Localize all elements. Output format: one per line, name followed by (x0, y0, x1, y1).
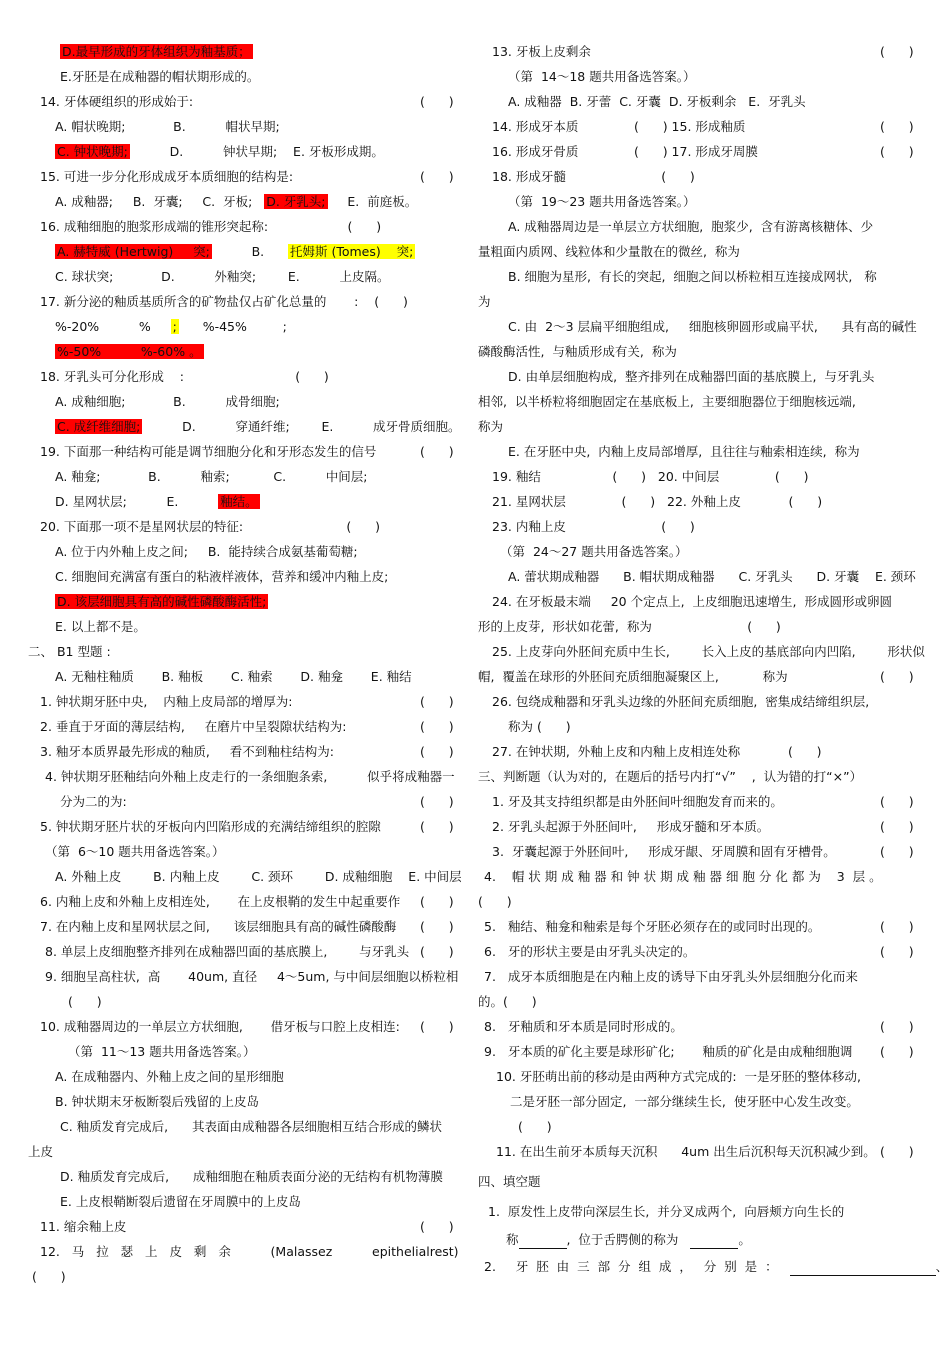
text-line (508, 193, 695, 211)
highlighted-answer: %-50% %-60% (57, 344, 186, 359)
text-segment: A. 外釉上皮 B. 内釉上皮 C. 颈环 D. 成釉细胞 E. 中间层 (55, 869, 462, 884)
text-line (496, 1143, 876, 1161)
text-segment: 4. 帽 状 期 成 釉 器 和 钟 状 期 成 釉 器 细 胞 分 化 都 为 3 层 。 (484, 869, 882, 884)
text-line (55, 1068, 284, 1086)
text-segment: 2. 牙 胚 由 三 部 分 组 成 ， 分 别 是 ： (484, 1259, 790, 1274)
answer-paren[interactable]: ( ) (880, 1144, 914, 1159)
text-line (478, 618, 781, 636)
text-segment: 二是牙胚一部分固定, 一部分继续生长, 使牙胚中心发生改变。 (510, 1094, 859, 1109)
text-line (484, 868, 882, 886)
answer-paren[interactable]: ( ) (420, 169, 454, 184)
text-line (45, 843, 225, 861)
text-segment: 相邻, 以半桥粒将细胞固定在基底板上, 主要细胞器位于细胞核远端, (478, 394, 856, 409)
answer-paren[interactable]: ( ) (420, 794, 454, 809)
text-segment: 四、填空题 (478, 1174, 541, 1189)
text-segment: E. 上皮根鞘断裂后遗留在牙周膜中的上皮岛 (60, 1194, 301, 1209)
answer-paren[interactable]: ( ) (420, 819, 454, 834)
text-line (492, 468, 808, 486)
text-segment: 21. 星网状层 ( ) 22. 外釉上皮 ( ) (492, 494, 823, 509)
text-segment: 16. 形成牙骨质 ( ) 17. 形成牙周膜 (492, 144, 758, 159)
text-segment: B. 细胞为星形, 有长的突起, 细胞之间以桥粒相互连接成网状, 称 (508, 269, 877, 284)
text-segment: 磷酸酶活性, 与釉质形成有关, 称为 (478, 344, 677, 359)
text-segment: 3. 釉牙本质界最先形成的釉质, 看不到釉柱结构为: (40, 744, 334, 759)
answer-blank[interactable] (790, 1261, 936, 1276)
highlighted-answer: A. 赫特威 (Hertwig) 突; (57, 244, 210, 259)
answer-paren[interactable]: ( ) (880, 844, 914, 859)
text-segment: 三、判断题（认为对的, 在题后的括号内打“√” , 认为错的打“×”） (478, 769, 863, 784)
text-segment: （第 11～13 题共用备选答案。） (68, 1044, 256, 1059)
answer-paren[interactable]: ( ) (880, 819, 914, 834)
text-segment: D. 穿通纤维; E. 成牙骨质细胞。 (142, 419, 461, 434)
text-segment: ( ) (478, 894, 512, 909)
text-line (55, 418, 461, 436)
text-segment: C. 釉质发育完成后, 其表面由成釉器各层细胞相互结合形成的鳞状 (60, 1119, 442, 1134)
answer-paren[interactable]: ( ) (880, 669, 914, 684)
highlighted-answer: D. 牙乳头; (266, 194, 326, 209)
text-segment: D. 由单层细胞构成, 整齐排列在成釉器凹面的基底膜上, 与牙乳头 (508, 369, 875, 384)
highlighted-answer: D.最早形成的牙体组织为釉基质； (62, 44, 251, 59)
text-line (478, 1173, 541, 1191)
text-segment: （第 24～27 题共用备选答案。） (500, 544, 688, 559)
text-line (478, 293, 491, 311)
text-segment: C. 由 2～3 层扁平细胞组成, 细胞核卵圆形或扁平状, 具有高的碱性 (508, 319, 917, 334)
text-segment: 2. 牙乳头起源于外胚间叶, 形成牙髓和牙本质。 (492, 819, 770, 834)
text-segment: 6. 内釉上皮和外釉上皮相连处, 在上皮根鞘的发生中起重要作 (40, 894, 401, 909)
text-line (60, 1118, 442, 1136)
text-line (40, 693, 292, 711)
text-line (478, 768, 862, 786)
text-segment: 19. 下面那一种结构可能是调节细胞分化和牙形态发生的信号 (40, 444, 377, 459)
answer-paren[interactable]: ( ) (420, 919, 454, 934)
text-segment: 14. 牙体硬组织的形成始于: (40, 94, 194, 109)
text-segment: D. 星网状层; E. (55, 494, 219, 509)
text-segment: 称为 ( ) (508, 719, 571, 734)
text-segment: 、 (935, 1259, 949, 1274)
text-segment: 11. 缩余釉上皮 (40, 1219, 127, 1234)
text-segment: 1. 牙及其支持组织都是由外胚间叶细胞发育而来的。 (492, 794, 783, 809)
text-segment: A. 成釉器 B. 牙蕾 C. 牙囊 D. 牙板剩余 E. 牙乳头 (508, 94, 806, 109)
text-line (40, 218, 381, 236)
text-line (484, 1043, 852, 1061)
text-line (508, 718, 571, 736)
text-line (55, 668, 412, 686)
text-line (55, 143, 384, 161)
text-line (508, 68, 695, 86)
text-line (484, 968, 858, 986)
text-segment: 10. 成釉器周边的一单层立方状细胞, 借牙板与口腔上皮相连: (40, 1019, 400, 1034)
text-line (55, 868, 462, 886)
text-line (55, 568, 388, 586)
text-line (478, 418, 503, 436)
text-segment: （第 19～23 题共用备选答案。） (508, 194, 696, 209)
text-line (60, 68, 259, 86)
text-line (40, 368, 329, 386)
text-segment: A. 成釉器; B. 牙囊; C. 牙板; (55, 194, 265, 209)
text-segment: 的。( ) (478, 994, 537, 1009)
text-segment: A. 无釉柱釉质 B. 釉板 C. 釉索 D. 釉龛 E. 釉结 (55, 669, 412, 684)
text-line (508, 368, 874, 386)
text-segment: B. 钟状期末牙板断裂后残留的上皮岛 (55, 1094, 260, 1109)
text-segment: 13. 牙板上皮剩余 (492, 44, 591, 59)
text-line (40, 918, 396, 936)
text-segment: 18. 牙乳头可分化形成 : ( ) (40, 369, 329, 384)
answer-paren[interactable]: ( ) (880, 944, 914, 959)
text-segment: ( ) (32, 1269, 66, 1284)
answer-paren[interactable]: ( ) (880, 44, 914, 59)
answer-paren[interactable]: ( ) (420, 694, 454, 709)
text-segment: E. 以上都不是。 (55, 619, 146, 634)
answer-paren[interactable]: ( ) (420, 719, 454, 734)
text-segment: 7. 在内釉上皮和星网状层之间, 该层细胞具有高的碱性磷酸酶 (40, 919, 397, 934)
text-segment: 8. 牙釉质和牙本质是同时形成的。 (484, 1019, 683, 1034)
answer-paren[interactable]: ( ) (420, 894, 454, 909)
answer-paren[interactable]: ( ) (880, 1044, 914, 1059)
text-segment: 上皮 (28, 1144, 54, 1159)
text-segment: ( ) (68, 994, 102, 1009)
text-segment: 9. 细胞呈高柱状, 高 40um, 直径 4～5um, 与中间层细胞以桥粒相 (45, 969, 459, 984)
text-line (60, 1193, 301, 1211)
text-line (40, 293, 408, 311)
text-segment: 量粗面内质网、线粒体和少量散在的微丝, 称为 (478, 244, 740, 259)
answer-paren[interactable]: ( ) (420, 1219, 454, 1234)
text-segment: A. 位于内外釉上皮之间; B. 能持续合成氨基葡萄糖; (55, 544, 358, 559)
text-segment: %-20% % (55, 319, 171, 334)
text-segment: （第 6～10 题共用备选答案。） (45, 844, 225, 859)
highlighted-answer: D. 该层细胞具有高的碱性磷酸酶活性; (57, 594, 267, 609)
text-segment: 6. 牙的形状主要是由牙乳头决定的。 (484, 944, 696, 959)
text-line (55, 618, 146, 636)
answer-paren[interactable]: ( ) (420, 944, 454, 959)
text-line (478, 668, 788, 686)
text-line (492, 643, 925, 661)
text-line (492, 518, 695, 536)
text-segment: B. (211, 244, 288, 259)
text-line (492, 843, 836, 861)
answer-paren[interactable]: ( ) (420, 1019, 454, 1034)
text-line (55, 343, 204, 361)
text-segment: 14. 形成牙本质 ( ) 15. 形成釉质 (492, 119, 746, 134)
highlighted-answer: C. 钟状晚期; (57, 144, 128, 159)
text-line (40, 168, 293, 186)
text-segment: 11. 在出生前牙本质每天沉积 4um 出生后沉积每天沉积减少到。 (496, 1144, 876, 1159)
answer-paren[interactable]: ( ) (420, 444, 454, 459)
text-line (45, 768, 455, 786)
text-line (28, 1143, 53, 1161)
text-line (68, 1043, 255, 1061)
text-line (510, 1093, 859, 1111)
text-line (492, 118, 745, 136)
text-segment: 1. 原发性上皮带向深层生长, 并分叉成两个, 向唇颊方向生长的 (488, 1204, 845, 1219)
text-line (506, 1231, 751, 1249)
text-segment: 形的上皮芽, 形状如花蕾, 称为 ( ) (478, 619, 781, 634)
text-segment: E.牙胚是在成釉器的帽状期形成的。 (60, 69, 260, 84)
answer-paren[interactable]: ( ) (880, 144, 914, 159)
text-segment: 分为二的为: (60, 794, 127, 809)
answer-blank[interactable] (519, 1234, 567, 1249)
text-segment: , 位于舌腭侧的称为 (566, 1232, 691, 1247)
text-segment: 20. 下面那一项不是星网状层的特征: ( ) (40, 519, 380, 534)
text-segment: 5. 釉结、釉龛和釉索是每个牙胚必须存在的或同时出现的。 (484, 919, 821, 934)
text-segment: C. 细胞间充满富有蛋白的粘液样液体，营养和缓冲内釉上皮; (55, 569, 389, 584)
text-line (492, 818, 769, 836)
text-segment: 2. 垂直于牙面的薄层结构, 在磨片中呈裂隙状结构为: (40, 719, 347, 734)
text-line (492, 143, 758, 161)
text-segment: 16. 成釉细胞的胞浆形成端的锥形突起称: ( ) (40, 219, 382, 234)
text-line (478, 993, 537, 1011)
text-line (55, 1093, 259, 1111)
answer-paren[interactable]: ( ) (880, 919, 914, 934)
text-segment: A. 帽状晚期; B. 帽状早期; (55, 119, 280, 134)
text-segment: 4. 钟状期牙胚釉结向外釉上皮走行的一条细胞条索, 似乎将成釉器一 (45, 769, 455, 784)
text-line (60, 793, 127, 811)
text-line (484, 918, 820, 936)
text-segment: 26. 包绕成釉器和牙乳头边缘的外胚间充质细胞, 密集成结缔组织层, (492, 694, 870, 709)
text-segment: （第 14～18 题共用备选答案。） (508, 69, 696, 84)
text-line (492, 493, 822, 511)
text-line (55, 468, 368, 486)
text-line (518, 1118, 552, 1136)
text-line (55, 593, 268, 611)
text-segment: 帽, 覆盖在球形的外胚间充质细胞凝聚区上, 称为 (478, 669, 788, 684)
text-segment: 12. 马 拉 瑟 上 皮 剩 余 (Malassez epithelialrest) (40, 1244, 459, 1259)
highlighted-answer: ; (172, 319, 177, 334)
text-line (492, 168, 695, 186)
text-segment: C. 球状突; D. 外釉突; E. 上皮隔。 (55, 269, 390, 284)
text-line (55, 268, 390, 286)
text-line (500, 543, 687, 561)
text-line (508, 443, 860, 461)
text-segment: D. 钟状早期; E. 牙板形成期。 (129, 144, 384, 159)
highlighted-answer: 。 (189, 344, 202, 359)
text-segment: 3. 牙囊起源于外胚间叶, 形成牙龈、牙周膜和固有牙槽骨。 (492, 844, 836, 859)
text-segment: E. 在牙胚中央, 内釉上皮局部增厚, 且往往与釉索相连续, 称为 (508, 444, 860, 459)
text-segment: A. 釉龛; B. 釉索; C. 中间层; (55, 469, 368, 484)
answer-paren[interactable]: ( ) (880, 794, 914, 809)
text-line (40, 518, 380, 536)
text-line (478, 243, 740, 261)
text-segment: 27. 在钟状期, 外釉上皮和内釉上皮相连处称 ( ) (492, 744, 822, 759)
text-segment: A. 成釉器周边是一单层立方状细胞, 胞浆少, 含有游离核糖体、少 (508, 219, 874, 234)
text-line (28, 643, 111, 661)
text-line (32, 1268, 66, 1286)
text-line (40, 443, 376, 461)
text-line (68, 993, 102, 1011)
answer-paren[interactable]: ( ) (880, 119, 914, 134)
text-line (40, 1018, 400, 1036)
answer-paren[interactable]: ( ) (420, 94, 454, 109)
text-segment: 10. 牙胚萌出前的移动是由两种方式完成的: 一是牙胚的整体移动, (496, 1069, 861, 1084)
text-line (40, 1218, 126, 1236)
text-segment: 5. 钟状期牙胚片状的牙板向内凹陷形成的充满结缔组织的腔隙 (40, 819, 381, 834)
text-segment: 15. 可进一步分化形成成牙本质细胞的结构是: (40, 169, 294, 184)
text-line (40, 893, 400, 911)
text-line (55, 243, 415, 261)
text-segment: ( ) (518, 1119, 552, 1134)
text-segment: A. 蕾状期成釉器 B. 帽状期成釉器 C. 牙乳头 D. 牙囊 E. 颈环 (508, 569, 916, 584)
answer-paren[interactable]: ( ) (880, 1019, 914, 1034)
text-segment: 8. 单层上皮细胞整齐排列在成釉器凹面的基底膜上, 与牙乳头 (45, 944, 410, 959)
text-line (40, 743, 334, 761)
text-segment: 称为 (478, 419, 504, 434)
text-line (484, 1258, 948, 1276)
text-line (508, 218, 873, 236)
text-line (496, 1068, 861, 1086)
text-line (40, 1243, 459, 1261)
text-line (488, 1203, 844, 1221)
text-line (508, 268, 877, 286)
text-line (484, 943, 695, 961)
highlighted-answer: C. 成纤维细胞; (57, 419, 141, 434)
text-line (55, 193, 417, 211)
text-line (45, 968, 458, 986)
text-segment: 。 (738, 1232, 751, 1247)
highlighted-answer: 托姆斯 (Tomes) 突; (289, 244, 414, 259)
text-line (492, 793, 783, 811)
text-line (40, 818, 381, 836)
text-segment: D. 釉质发育完成后, 成釉细胞在釉质表面分泌的无结构有机物薄膜 (60, 1169, 443, 1184)
text-line (478, 393, 856, 411)
text-line (478, 893, 512, 911)
text-line (492, 743, 822, 761)
text-segment: E. 前庭板。 (327, 194, 418, 209)
text-line (60, 43, 253, 61)
text-segment: A. 在成釉器内、外釉上皮之间的星形细胞 (55, 1069, 284, 1084)
text-line (492, 43, 591, 61)
text-line (508, 568, 916, 586)
text-segment: 17. 新分泌的釉质基质所含的矿物盐仅占矿化总量的 : ( ) (40, 294, 408, 309)
text-line (492, 593, 892, 611)
text-line (40, 93, 193, 111)
answer-blank[interactable] (690, 1234, 738, 1249)
text-line (60, 1168, 443, 1186)
text-line (508, 93, 806, 111)
text-segment: A. 成釉细胞; B. 成骨细胞; (55, 394, 280, 409)
text-line (55, 493, 260, 511)
text-line (55, 543, 358, 561)
text-segment: 18. 形成牙髓 ( ) (492, 169, 695, 184)
text-line (508, 318, 917, 336)
text-line (45, 943, 409, 961)
text-segment: 二、 B1 型题 : (28, 644, 111, 659)
text-line (55, 118, 280, 136)
text-segment: 19. 釉结 ( ) 20. 中间层 ( ) (492, 469, 809, 484)
highlighted-answer: 釉结。 (220, 494, 258, 509)
text-line (40, 718, 346, 736)
text-line (484, 1018, 683, 1036)
text-line (55, 393, 280, 411)
text-line (492, 693, 869, 711)
text-segment: 23. 内釉上皮 ( ) (492, 519, 695, 534)
text-segment: 9. 牙本质的矿化主要是球形矿化; 釉质的矿化是由成釉细胞调 (484, 1044, 853, 1059)
text-segment: %-45% ; (178, 319, 287, 334)
text-segment: 为 (478, 294, 491, 309)
text-segment: 24. 在牙板最末端 20 个定点上, 上皮细胞迅速增生, 形成圆形或卵圆 (492, 594, 892, 609)
text-line (55, 318, 287, 336)
text-segment: 1. 钟状期牙胚中央, 内釉上皮局部的增厚为: (40, 694, 293, 709)
text-line (478, 343, 677, 361)
text-segment: 25. 上皮芽向外胚间充质中生长, 长入上皮的基底部向内凹陷, 形状似 (492, 644, 925, 659)
text-segment: 7. 成牙本质细胞是在内釉上皮的诱导下由牙乳头外层细胞分化而来 (484, 969, 858, 984)
text-segment: 称 (506, 1232, 519, 1247)
answer-paren[interactable]: ( ) (420, 744, 454, 759)
